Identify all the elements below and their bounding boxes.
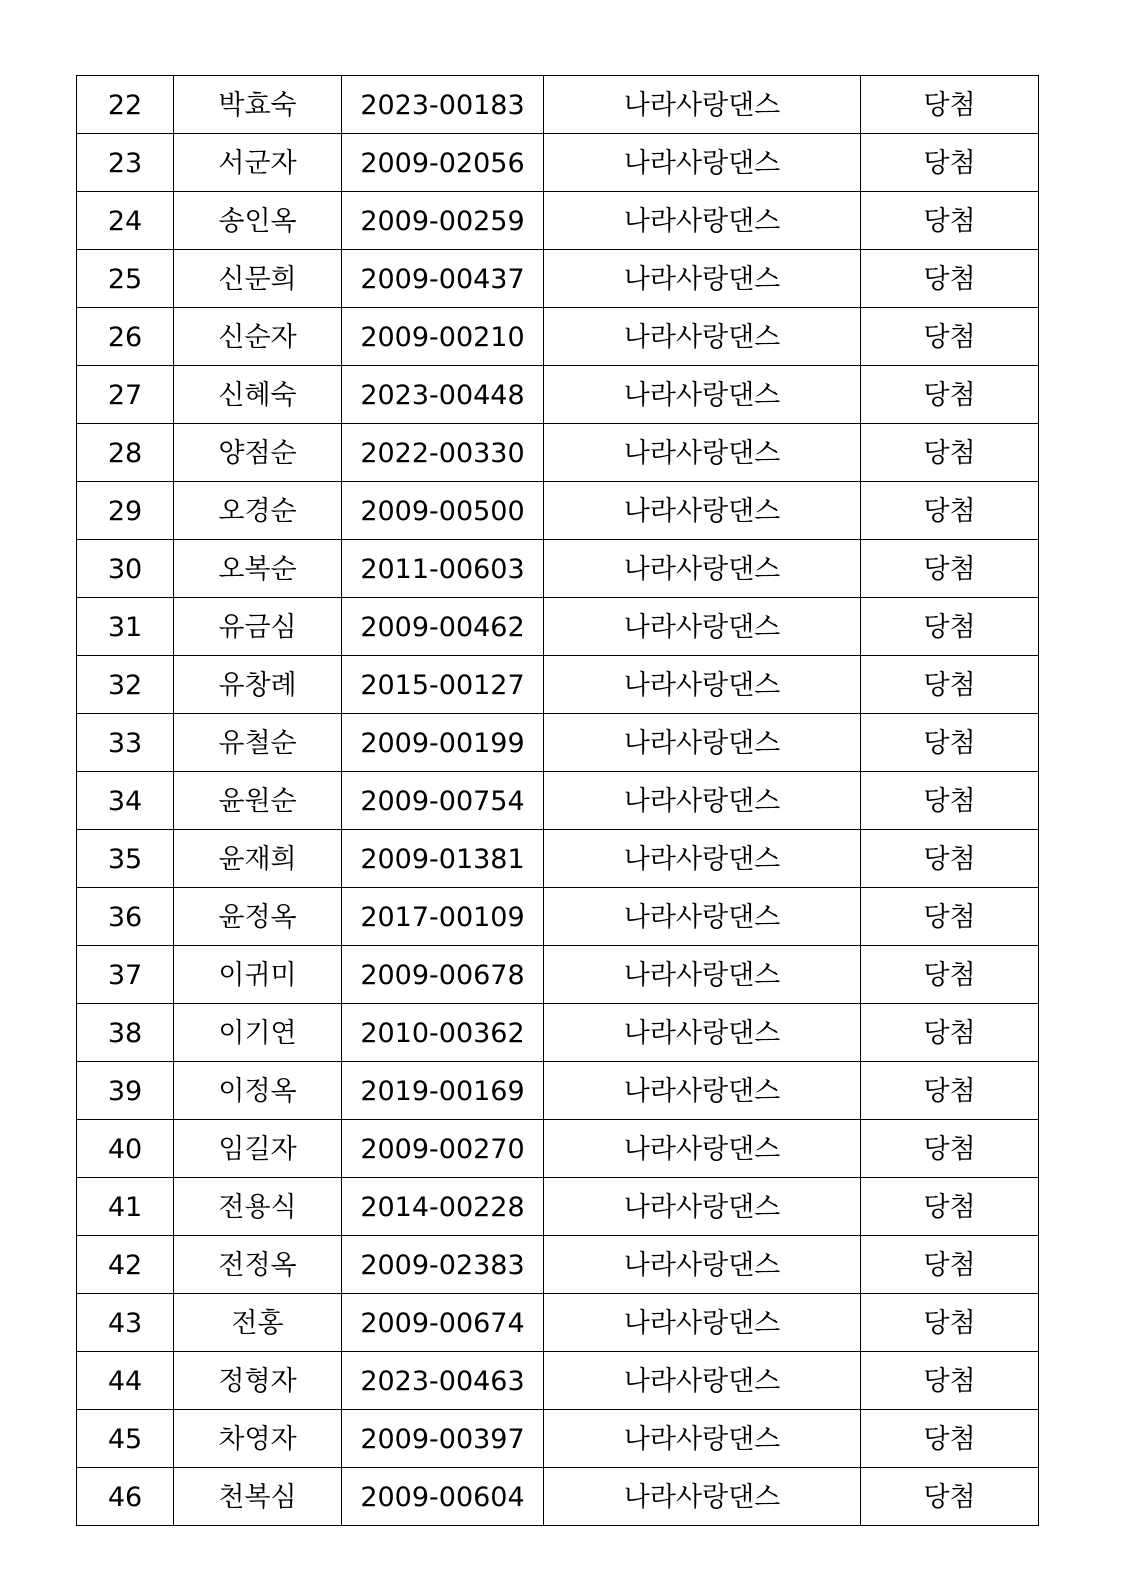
member-id-cell: 2019-00169 (342, 1062, 544, 1120)
member-id-cell: 2009-00678 (342, 946, 544, 1004)
name-cell: 유철순 (174, 714, 342, 772)
name-cell: 서군자 (174, 134, 342, 192)
result-cell: 당첨 (861, 1236, 1039, 1294)
result-cell: 당첨 (861, 76, 1039, 134)
member-id-cell: 2009-00754 (342, 772, 544, 830)
program-cell: 나라사랑댄스 (544, 1352, 861, 1410)
member-id-cell: 2023-00463 (342, 1352, 544, 1410)
table-row (77, 598, 1039, 656)
result-cell: 당첨 (861, 540, 1039, 598)
program-cell: 나라사랑댄스 (544, 1294, 861, 1352)
result-cell: 당첨 (861, 1410, 1039, 1468)
program-cell: 나라사랑댄스 (544, 424, 861, 482)
table-body (77, 76, 1039, 1526)
member-id-cell: 2009-02383 (342, 1236, 544, 1294)
program-cell: 나라사랑댄스 (544, 366, 861, 424)
name-cell: 윤정옥 (174, 888, 342, 946)
name-cell: 임길자 (174, 1120, 342, 1178)
name-cell: 윤재희 (174, 830, 342, 888)
row-number-cell: 37 (77, 946, 174, 1004)
table-row (77, 1352, 1039, 1410)
name-cell: 신순자 (174, 308, 342, 366)
result-cell: 당첨 (861, 830, 1039, 888)
table-row (77, 946, 1039, 1004)
row-number-cell: 32 (77, 656, 174, 714)
member-id-cell: 2009-00210 (342, 308, 544, 366)
table-row (77, 250, 1039, 308)
program-cell: 나라사랑댄스 (544, 888, 861, 946)
table-row (77, 192, 1039, 250)
member-id-cell: 2009-00500 (342, 482, 544, 540)
result-cell: 당첨 (861, 772, 1039, 830)
member-id-cell: 2009-00199 (342, 714, 544, 772)
member-id-cell: 2023-00183 (342, 76, 544, 134)
table-row (77, 366, 1039, 424)
program-cell: 나라사랑댄스 (544, 1468, 861, 1526)
program-cell: 나라사랑댄스 (544, 192, 861, 250)
table-row (77, 772, 1039, 830)
table-row (77, 76, 1039, 134)
result-cell: 당첨 (861, 1294, 1039, 1352)
row-number-cell: 22 (77, 76, 174, 134)
name-cell: 박효숙 (174, 76, 342, 134)
member-id-cell: 2009-00259 (342, 192, 544, 250)
table-row (77, 656, 1039, 714)
program-cell: 나라사랑댄스 (544, 1236, 861, 1294)
program-cell: 나라사랑댄스 (544, 1004, 861, 1062)
row-number-cell: 25 (77, 250, 174, 308)
document-page (76, 75, 1039, 1526)
program-cell: 나라사랑댄스 (544, 656, 861, 714)
name-cell: 윤원순 (174, 772, 342, 830)
name-cell: 유창례 (174, 656, 342, 714)
table-row (77, 1468, 1039, 1526)
program-cell: 나라사랑댄스 (544, 308, 861, 366)
member-id-cell: 2009-00674 (342, 1294, 544, 1352)
result-cell: 당첨 (861, 1004, 1039, 1062)
row-number-cell: 23 (77, 134, 174, 192)
program-cell: 나라사랑댄스 (544, 1120, 861, 1178)
row-number-cell: 36 (77, 888, 174, 946)
program-cell: 나라사랑댄스 (544, 76, 861, 134)
row-number-cell: 31 (77, 598, 174, 656)
result-cell: 당첨 (861, 134, 1039, 192)
member-id-cell: 2023-00448 (342, 366, 544, 424)
member-id-cell: 2022-00330 (342, 424, 544, 482)
name-cell: 오경순 (174, 482, 342, 540)
table-row (77, 1410, 1039, 1468)
program-cell: 나라사랑댄스 (544, 1062, 861, 1120)
member-id-cell: 2009-00604 (342, 1468, 544, 1526)
name-cell: 천복심 (174, 1468, 342, 1526)
member-id-cell: 2014-00228 (342, 1178, 544, 1236)
member-id-cell: 2010-00362 (342, 1004, 544, 1062)
table-row (77, 482, 1039, 540)
program-cell: 나라사랑댄스 (544, 946, 861, 1004)
program-cell: 나라사랑댄스 (544, 772, 861, 830)
member-id-cell: 2009-00462 (342, 598, 544, 656)
program-cell: 나라사랑댄스 (544, 830, 861, 888)
row-number-cell: 44 (77, 1352, 174, 1410)
table-row (77, 1062, 1039, 1120)
row-number-cell: 24 (77, 192, 174, 250)
result-cell: 당첨 (861, 366, 1039, 424)
row-number-cell: 46 (77, 1468, 174, 1526)
name-cell: 신문희 (174, 250, 342, 308)
row-number-cell: 27 (77, 366, 174, 424)
result-cell: 당첨 (861, 308, 1039, 366)
table-row (77, 1120, 1039, 1178)
row-number-cell: 38 (77, 1004, 174, 1062)
row-number-cell: 40 (77, 1120, 174, 1178)
result-cell: 당첨 (861, 482, 1039, 540)
table-row (77, 424, 1039, 482)
result-cell: 당첨 (861, 1062, 1039, 1120)
name-cell: 오복순 (174, 540, 342, 598)
result-cell: 당첨 (861, 1352, 1039, 1410)
table-row (77, 1178, 1039, 1236)
name-cell: 유금심 (174, 598, 342, 656)
result-cell: 당첨 (861, 192, 1039, 250)
row-number-cell: 41 (77, 1178, 174, 1236)
row-number-cell: 26 (77, 308, 174, 366)
result-cell: 당첨 (861, 424, 1039, 482)
row-number-cell: 34 (77, 772, 174, 830)
program-cell: 나라사랑댄스 (544, 540, 861, 598)
result-cell: 당첨 (861, 250, 1039, 308)
table-row (77, 540, 1039, 598)
table-row (77, 888, 1039, 946)
table-row (77, 1004, 1039, 1062)
program-cell: 나라사랑댄스 (544, 250, 861, 308)
row-number-cell: 39 (77, 1062, 174, 1120)
result-cell: 당첨 (861, 1120, 1039, 1178)
member-id-cell: 2015-00127 (342, 656, 544, 714)
member-id-cell: 2009-01381 (342, 830, 544, 888)
program-cell: 나라사랑댄스 (544, 598, 861, 656)
result-cell: 당첨 (861, 714, 1039, 772)
name-cell: 송인옥 (174, 192, 342, 250)
name-cell: 전정옥 (174, 1236, 342, 1294)
name-cell: 차영자 (174, 1410, 342, 1468)
table-row (77, 714, 1039, 772)
result-cell: 당첨 (861, 656, 1039, 714)
member-id-cell: 2011-00603 (342, 540, 544, 598)
row-number-cell: 43 (77, 1294, 174, 1352)
member-id-cell: 2017-00109 (342, 888, 544, 946)
program-cell: 나라사랑댄스 (544, 1178, 861, 1236)
name-cell: 전홍 (174, 1294, 342, 1352)
row-number-cell: 42 (77, 1236, 174, 1294)
lottery-results-table (76, 75, 1039, 1526)
table-row (77, 134, 1039, 192)
row-number-cell: 35 (77, 830, 174, 888)
member-id-cell: 2009-02056 (342, 134, 544, 192)
name-cell: 양점순 (174, 424, 342, 482)
table-row (77, 1294, 1039, 1352)
name-cell: 이기연 (174, 1004, 342, 1062)
table-row (77, 308, 1039, 366)
result-cell: 당첨 (861, 1178, 1039, 1236)
result-cell: 당첨 (861, 946, 1039, 1004)
row-number-cell: 30 (77, 540, 174, 598)
name-cell: 정형자 (174, 1352, 342, 1410)
table-row (77, 1236, 1039, 1294)
row-number-cell: 45 (77, 1410, 174, 1468)
name-cell: 이정옥 (174, 1062, 342, 1120)
result-cell: 당첨 (861, 1468, 1039, 1526)
row-number-cell: 29 (77, 482, 174, 540)
program-cell: 나라사랑댄스 (544, 482, 861, 540)
program-cell: 나라사랑댄스 (544, 134, 861, 192)
member-id-cell: 2009-00270 (342, 1120, 544, 1178)
result-cell: 당첨 (861, 888, 1039, 946)
member-id-cell: 2009-00437 (342, 250, 544, 308)
name-cell: 전용식 (174, 1178, 342, 1236)
result-cell: 당첨 (861, 598, 1039, 656)
program-cell: 나라사랑댄스 (544, 1410, 861, 1468)
row-number-cell: 28 (77, 424, 174, 482)
member-id-cell: 2009-00397 (342, 1410, 544, 1468)
name-cell: 신혜숙 (174, 366, 342, 424)
row-number-cell: 33 (77, 714, 174, 772)
table-row (77, 830, 1039, 888)
name-cell: 이귀미 (174, 946, 342, 1004)
program-cell: 나라사랑댄스 (544, 714, 861, 772)
